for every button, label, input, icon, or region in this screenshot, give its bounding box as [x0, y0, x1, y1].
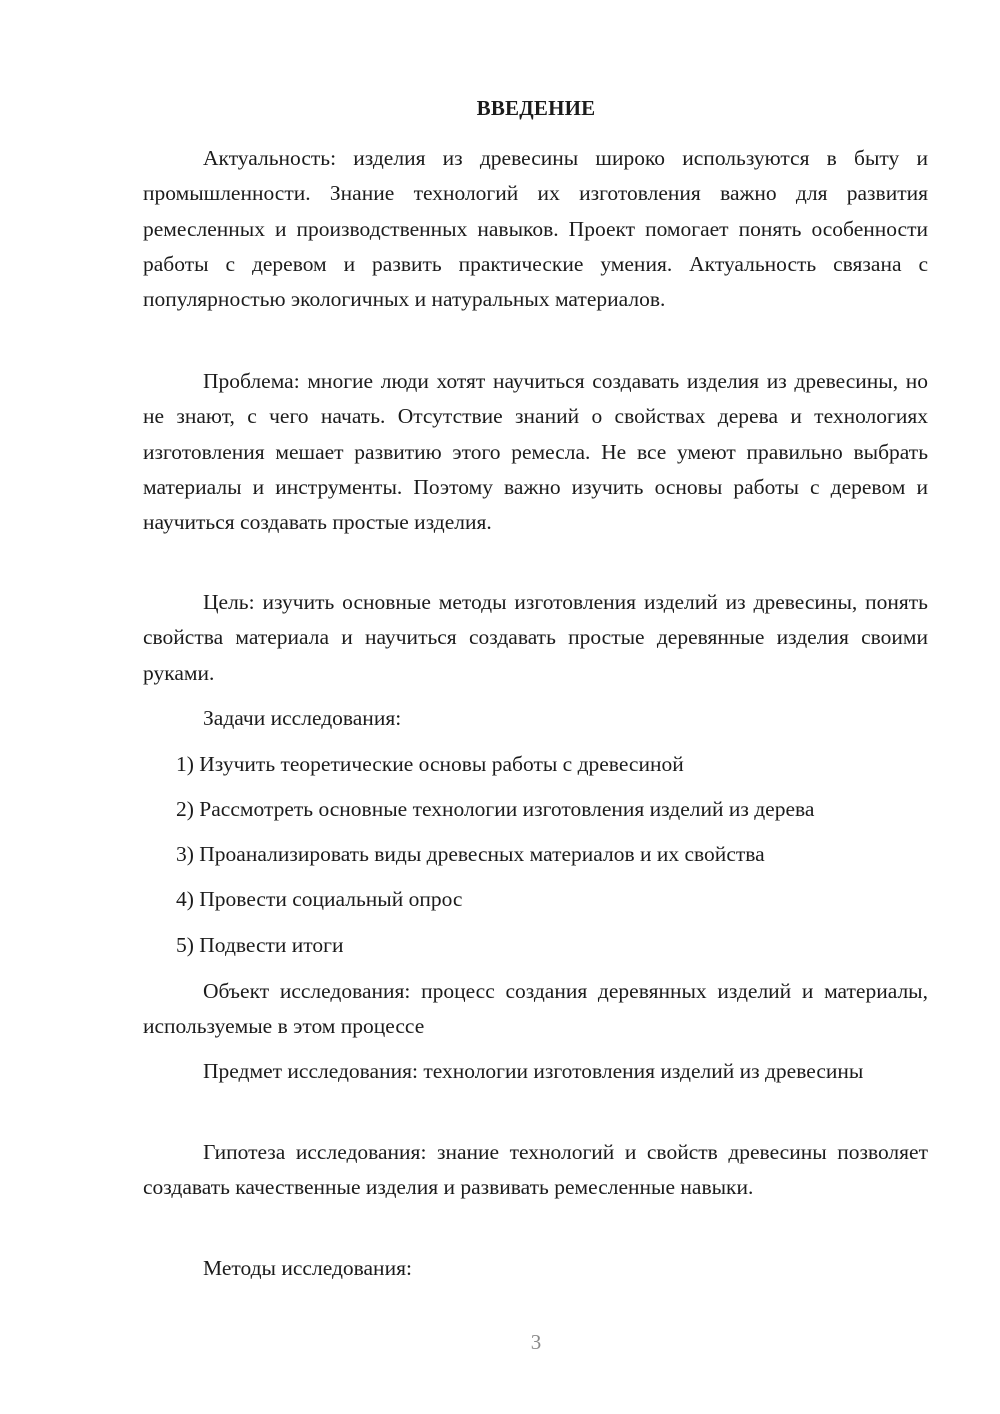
- object-paragraph: Объект исследования: процесс создания деревянных изделий и материалы, используемые в этом процессе: [143, 979, 928, 1039]
- task-item: 1) Изучить теоретические основы работы с древесиной: [176, 752, 684, 776]
- goal-paragraph: Цель: изучить основные методы изготовления изделий из древесины, понять свойства материала и научиться создавать простые деревянные изделия своими руками.: [143, 590, 928, 685]
- problem-paragraph: Проблема: многие люди хотят научиться создавать изделия из древесины, но не знают, с чего начать. Отсутствие знаний о свойствах дерева и технологиях изготовления мешает развитию этого ремесла. Не все умеют правильно выбрать материалы и инструменты. Поэтому важно изучить основы работы с деревом и научиться создавать простые изделия.: [143, 369, 928, 535]
- page-number: 3: [530, 1330, 542, 1354]
- page-title: ВВЕДЕНИЕ: [476, 96, 596, 120]
- task-item: 2) Рассмотреть основные технологии изготовления изделий из дерева: [176, 797, 815, 821]
- methods-heading: Методы исследования:: [203, 1256, 412, 1280]
- tasks-heading: Задачи исследования:: [203, 706, 402, 730]
- relevance-paragraph: Актуальность: изделия из древесины широко используются в быту и промышленности. Знание технологий их изготовления важно для развития ремесленных и производственных навыков. Проект помогает понять особенности работы с деревом и развить практические умения. Актуальность связана с популярностью экологичных и натуральных материалов.: [143, 146, 928, 312]
- task-item: 4) Провести социальный опрос: [176, 887, 463, 911]
- subject-paragraph: Предмет исследования: технологии изготовления изделий из древесины: [203, 1059, 864, 1083]
- hypothesis-paragraph: Гипотеза исследования: знание технологий и свойств древесины позволяет создавать качественные изделия и развивать ремесленные навыки.: [143, 1140, 928, 1200]
- task-item: 5) Подвести итоги: [176, 933, 344, 957]
- task-item: 3) Проанализировать виды древесных материалов и их свойства: [176, 842, 765, 866]
